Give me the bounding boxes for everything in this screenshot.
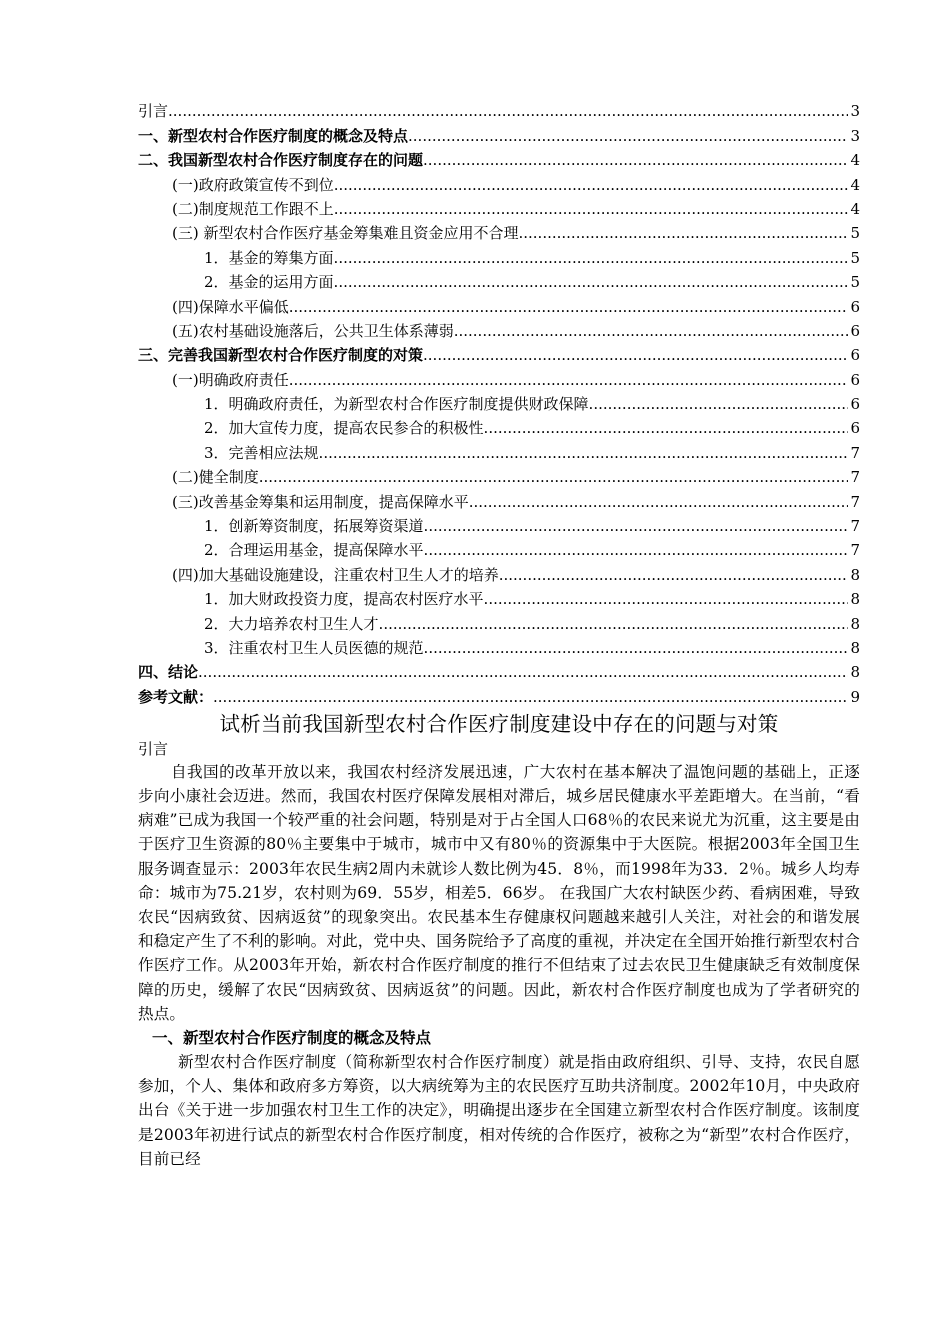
toc-entry[interactable] <box>138 196 860 220</box>
toc-entry-text: (四)加大基础设施建设，注重农村卫生人才的培养 <box>172 565 499 584</box>
toc-entry-text: 三、完善我国新型农村合作医疗制度的对策 <box>138 346 424 365</box>
toc-entry-text: 1．明确政府责任，为新型农村合作医疗制度提供财政保障 <box>204 395 589 414</box>
toc-entry[interactable] <box>138 561 860 585</box>
toc-page-number: 7 <box>850 492 860 511</box>
toc-entry-text: 引言 <box>138 102 169 121</box>
toc-entry[interactable] <box>138 366 860 390</box>
toc-entry[interactable] <box>138 488 860 512</box>
toc-entry[interactable] <box>138 147 860 171</box>
toc-leader-dots <box>289 369 848 391</box>
toc-page-number: 3 <box>850 126 860 145</box>
toc-leader-dots <box>424 637 848 659</box>
toc-page-number: 5 <box>850 273 860 292</box>
toc-entry[interactable] <box>138 122 860 146</box>
toc-entry-text: (四)保障水平偏低 <box>172 297 289 316</box>
toc-page-number: 6 <box>850 419 860 438</box>
toc-page-number: 5 <box>850 224 860 243</box>
toc-leader-dots <box>289 296 848 318</box>
toc-page-number: 6 <box>850 346 860 365</box>
toc-entry-text: (一)政府政策宣传不到位 <box>172 175 334 194</box>
toc-leader-dots <box>334 198 848 220</box>
toc-entry-text: 2．合理运用基金，提高保障水平 <box>204 541 424 560</box>
toc-entry-text: (一)明确政府责任 <box>172 370 289 389</box>
toc-entry-text: 1．创新筹资制度，拓展筹资渠道 <box>204 517 424 536</box>
toc-leader-dots <box>334 174 848 196</box>
toc-entry-text: (二)健全制度 <box>172 468 259 487</box>
toc-leader-dots <box>259 466 848 488</box>
toc-leader-dots <box>379 613 848 635</box>
toc-page-number: 7 <box>850 468 860 487</box>
section1-paragraph: 新型农村合作医疗制度（简称新型农村合作医疗制度）就是指由政府组织、引导、支持，农民自愿参加，个人、集体和政府多方筹资，以大病统筹为主的农民医疗互助共济制度。2002年10月，中央政府出台《关于进一步加强农村卫生工作的决定》，明确提出逐步在全国建立新型农村合作医疗制度。该制度是2003年初进行试点的新型农村合作医疗制度，相对传统的合作医疗，被称之为“新型”农村合作医疗，目前已经 <box>138 1053 860 1168</box>
toc-entry[interactable] <box>138 220 860 244</box>
toc-entry-text: 2．大力培养农村卫生人才 <box>204 614 379 633</box>
toc-entry[interactable] <box>138 439 860 463</box>
toc-leader-dots <box>499 564 848 586</box>
toc-entry-text: (五)农村基础设施落后，公共卫生体系薄弱 <box>172 321 454 340</box>
toc-page-number: 8 <box>850 663 860 682</box>
section1-heading: 一、新型农村合作医疗制度的概念及特点 <box>152 1029 432 1047</box>
toc-page-number: 6 <box>850 395 860 414</box>
toc-leader-dots <box>518 222 848 244</box>
toc-entry-text: 1．基金的筹集方面 <box>204 248 334 267</box>
toc-leader-dots <box>334 247 848 269</box>
toc-entry[interactable] <box>138 98 860 122</box>
toc-page-number: 6 <box>850 297 860 316</box>
toc-entry[interactable] <box>138 464 860 488</box>
toc-entry-text: (三) 新型农村合作医疗基金筹集难且资金应用不合理 <box>172 224 519 243</box>
toc-entry[interactable] <box>138 415 860 439</box>
toc-entry[interactable] <box>138 171 860 195</box>
toc-leader-dots <box>423 149 848 171</box>
toc-entry[interactable] <box>138 342 860 366</box>
toc-leader-dots <box>454 320 848 342</box>
toc-page-number: 4 <box>850 151 860 170</box>
toc-leader-dots <box>484 417 848 439</box>
intro-heading: 引言 <box>138 739 169 758</box>
document-page <box>138 98 860 1171</box>
toc-entry-text: 3．完善相应法规 <box>204 443 319 462</box>
toc-entry-text: 3．注重农村卫生人员医德的规范 <box>204 638 424 657</box>
toc-entry-text: 二、我国新型农村合作医疗制度存在的问题 <box>138 151 424 170</box>
table-of-contents <box>138 98 860 708</box>
toc-entry[interactable] <box>138 683 860 707</box>
toc-entry[interactable] <box>138 269 860 293</box>
toc-entry[interactable] <box>138 635 860 659</box>
toc-entry[interactable] <box>138 537 860 561</box>
toc-page-number: 7 <box>850 443 860 462</box>
toc-page-number: 7 <box>850 541 860 560</box>
toc-page-number: 4 <box>850 175 860 194</box>
toc-entry-text: (二)制度规范工作跟不上 <box>172 199 334 218</box>
toc-entry[interactable] <box>138 586 860 610</box>
toc-page-number: 8 <box>850 614 860 633</box>
toc-entry[interactable] <box>138 293 860 317</box>
toc-page-number: 8 <box>850 638 860 657</box>
toc-page-number: 4 <box>850 199 860 218</box>
toc-entry-text: 2．基金的运用方面 <box>204 273 334 292</box>
toc-page-number: 8 <box>850 590 860 609</box>
toc-leader-dots <box>319 442 848 464</box>
toc-entry-text: 一、新型农村合作医疗制度的概念及特点 <box>138 126 409 145</box>
toc-entry[interactable] <box>138 244 860 268</box>
toc-leader-dots <box>484 588 848 610</box>
toc-leader-dots <box>424 515 848 537</box>
toc-page-number: 3 <box>850 102 860 121</box>
toc-leader-dots <box>408 125 848 147</box>
toc-leader-dots <box>424 539 848 561</box>
toc-entry-text: 2．加大宣传力度，提高农民参合的积极性 <box>204 419 484 438</box>
toc-page-number: 9 <box>850 687 860 706</box>
toc-leader-dots <box>198 661 848 683</box>
toc-entry[interactable] <box>138 318 860 342</box>
toc-entry-text: (三)改善基金筹集和运用制度，提高保障水平 <box>172 492 469 511</box>
toc-page-number: 6 <box>850 321 860 340</box>
toc-leader-dots <box>589 393 848 415</box>
toc-page-number: 7 <box>850 517 860 536</box>
toc-page-number: 6 <box>850 370 860 389</box>
toc-entry[interactable] <box>138 391 860 415</box>
toc-leader-dots <box>168 100 848 122</box>
toc-page-number: 8 <box>850 565 860 584</box>
toc-entry[interactable] <box>138 513 860 537</box>
toc-page-number: 5 <box>850 248 860 267</box>
toc-entry[interactable] <box>138 610 860 634</box>
toc-entry[interactable] <box>138 659 860 683</box>
document-title: 试析当前我国新型农村合作医疗制度建设中存在的问题与对策 <box>219 711 779 736</box>
toc-leader-dots <box>423 344 848 366</box>
toc-entry-text: 1．加大财政投资力度，提高农村医疗水平 <box>204 590 484 609</box>
toc-entry-text: 参考文献： <box>138 687 214 706</box>
toc-leader-dots <box>213 686 848 708</box>
toc-leader-dots <box>469 491 848 513</box>
toc-leader-dots <box>334 271 848 293</box>
toc-entry-text: 四、结论 <box>138 663 199 682</box>
intro-paragraph: 自我国的改革开放以来，我国农村经济发展迅速，广大农村在基本解决了温饱问题的基础上，正逐步向小康社会迈进。然而，我国农村医疗保障发展相对滞后，城乡居民健康水平差距增大。在当前，“看病难”已成为我国一个较严重的社会问题，特别是对于占全国人口68％的农民来说尤为沉重，这主要是由于医疗卫生资源的80％主要集中于城市，城市中又有80％的资源集中于大医院。根据2003年全国卫生服务调查显示：2003年农民生病2周内未就诊人数比例为45．8％，而1998年为33．2％。城乡人均寿命：城市为75.21岁，农村则为69．55岁，相差5．66岁。 在我国广大农村缺医少药、看病困难，导致农民“因病致贫、因病返贫”的现象突出。农民基本生存健康权问题越来越引人关注，对社会的和谐发展和稳定产生了不利的影响。对此，党中央、国务院给予了高度的重视，并决定在全国开始推行新型农村合作医疗工作。从2003年开始，新农村合作医疗制度的推行不但结束了过去农民卫生健康缺乏有效制度保障的历史，缓解了农民“因病致贫、因病返贫”的问题。因此，新农村合作医疗制度也成为了学者研究的热点。 <box>138 762 860 1023</box>
